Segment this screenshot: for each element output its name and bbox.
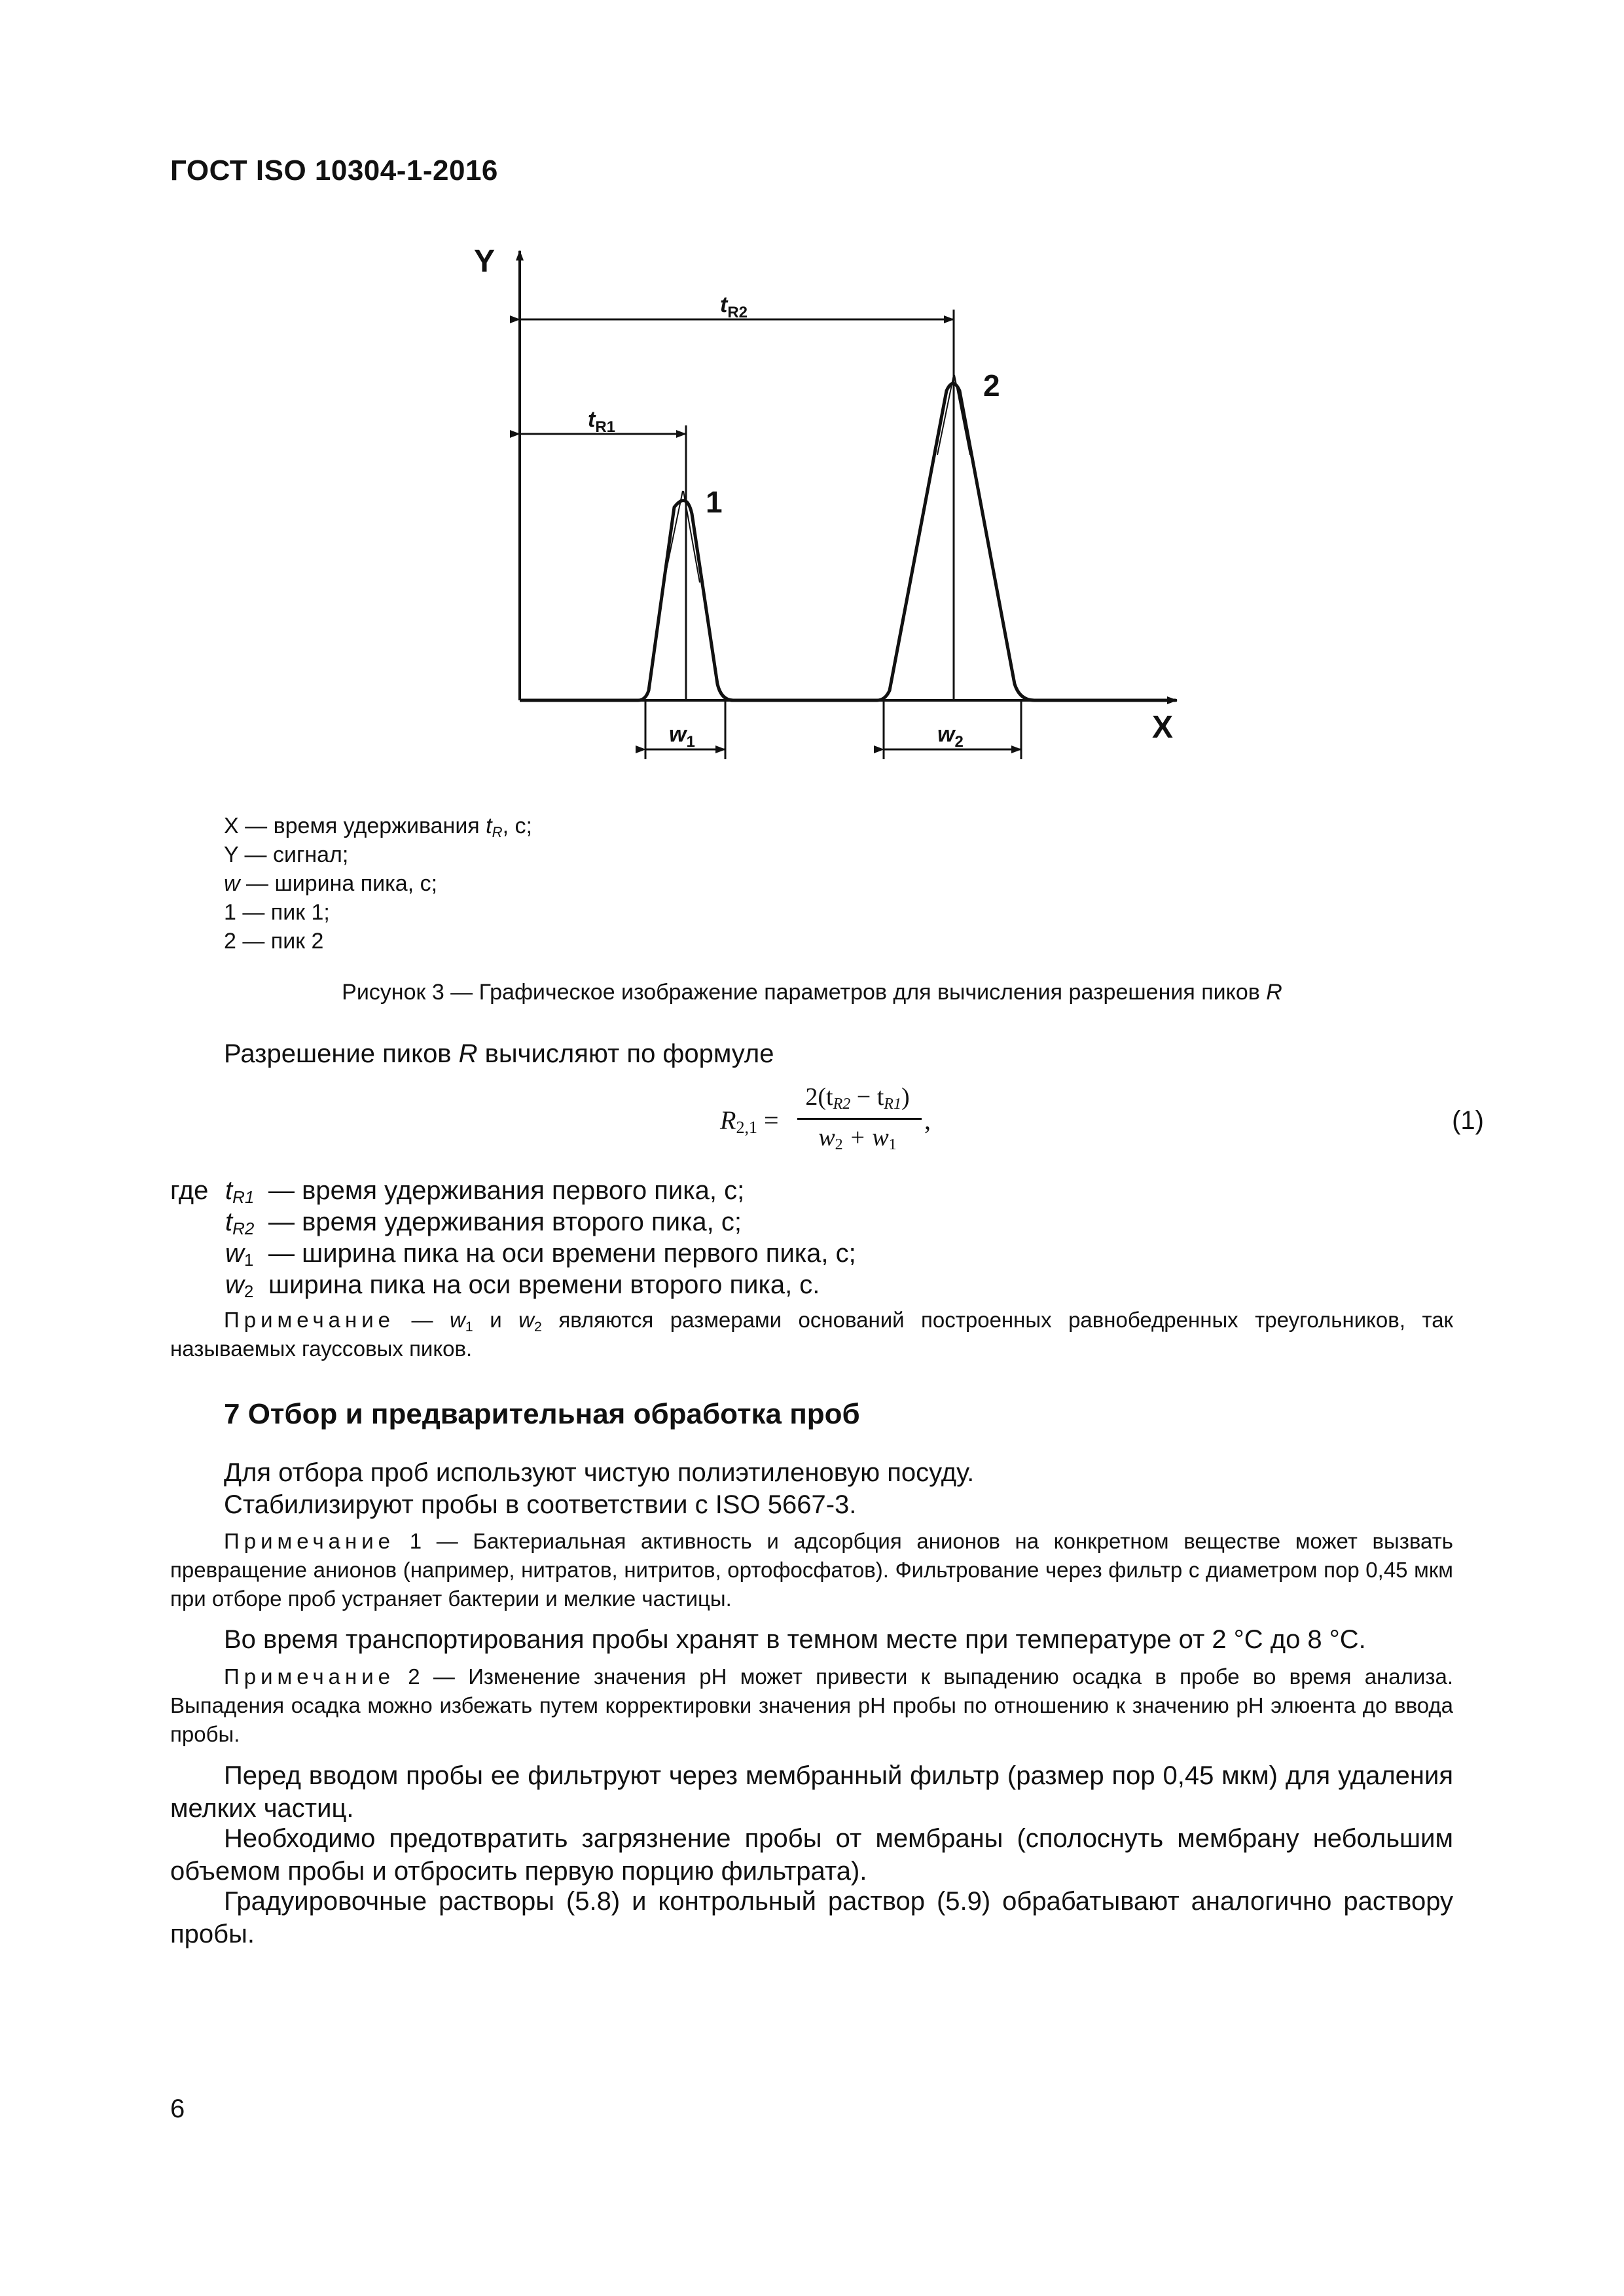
tr2-label: $t_{R2}$ <box>720 293 748 321</box>
paragraph: Для отбора проб используют чистую полиэтиленовую посуду. <box>224 1458 975 1487</box>
legend-y: Y — сигнал; <box>224 842 349 867</box>
figure-legend <box>224 812 532 956</box>
peak-2-label: 2 <box>983 368 1000 403</box>
legend-x: X — время удерживания $t_R$, с; <box>224 814 532 840</box>
chromatogram-figure <box>474 239 1191 762</box>
note-peak-widths: Примечание — $w_1$ и $w_2$ являются размерами оснований построенных равнобедренных треугольников, так называемых гауссовых пиков. <box>170 1308 1453 1361</box>
section-title: 7 Отбор и предварительная обработка проб <box>224 1398 860 1430</box>
w1-label: $w_1$ <box>669 722 695 751</box>
paragraph: Перед вводом пробы ее фильтруют через мембранный фильтр (размер пор 0,45 мкм) для удаления мелких частиц. <box>170 1761 1453 1823</box>
figure-caption: Рисунок 3 — Графическое изображение параметров для вычисления разрешения пиков R <box>342 980 1282 1005</box>
x-axis-label: X <box>1152 710 1174 745</box>
legend-w: w — ширина пика, с; <box>224 871 438 896</box>
legend-peak-2: 2 — пик 2 <box>224 929 324 954</box>
page-number: 6 <box>170 2094 185 2123</box>
paragraph: Стабилизируют пробы в соответствии с ISO 5667-3. <box>224 1490 857 1519</box>
y-axis-label: Y <box>474 244 496 279</box>
w2-label: $w_2$ <box>937 722 964 751</box>
peak-1-curve <box>520 501 733 700</box>
formula-number: (1) <box>1452 1106 1484 1135</box>
legend-peak-1: 1 — пик 1; <box>224 900 330 925</box>
formula: $R_{2,1}$ = $2(t_{R2} - t_{R1})$ $w_2 + w_1$ , <box>720 1083 931 1153</box>
paragraph: Градуировочные растворы (5.8) и контрольный раствор (5.9) обрабатывают аналогично раствору пробы. <box>170 1887 1453 1948</box>
document-header: ГОСТ ISO 10304-1-2016 <box>170 154 498 187</box>
formula-intro: Разрешение пиков R вычисляют по формуле <box>224 1039 774 1068</box>
paragraph: Необходимо предотвратить загрязнение пробы от мембраны (сполоснуть мембрану небольшим объемом пробы и отбросить первую порцию фильтрата). <box>170 1824 1453 1886</box>
note-1: Примечание 1 — Бактериальная активность и адсорбция анионов на конкретном веществе может вызвать превращение анионов (например, нитратов, нитритов, ортофосфатов). Фильтрование через фильтр с диаметром пор 0,45 мкм при отборе проб устраняет бактерии и мелкие частицы. <box>170 1529 1453 1611</box>
tr1-label: $t_{R1}$ <box>588 407 616 436</box>
peak-1-label: 1 <box>706 485 723 519</box>
paragraph: Во время транспортирования пробы хранят в темном месте при температуре от 2 °С до 8 °С. <box>224 1625 1366 1654</box>
note-2: Примечание 2 — Изменение значения pH может привести к выпадению осадка в пробе во время анализа. Выпадения осадка можно избежать путем корректировки значения pH пробы по отношению к значению pH элюента до ввода пробы. <box>170 1664 1453 1746</box>
